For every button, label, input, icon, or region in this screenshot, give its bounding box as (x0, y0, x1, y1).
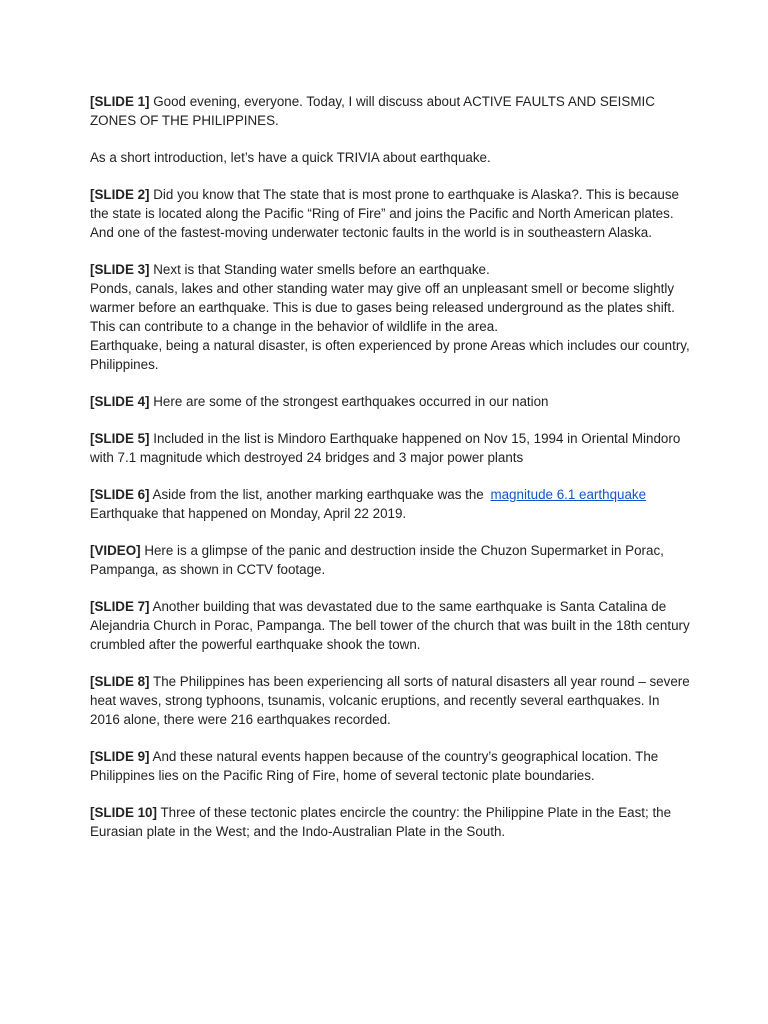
paragraph-slide-3 (90, 260, 690, 279)
paragraph-slide-4 (90, 392, 690, 411)
paragraph-slide-7 (90, 597, 690, 654)
slide-tag: [SLIDE 9] (90, 749, 150, 764)
paragraph-text: Aside from the list, another marking earthquake was the (149, 487, 488, 502)
paragraph-text: Did you know that The state that is most prone to earthquake is Alaska?. This is because the state is located along the Pacific “Ring of Fire” and joins the Pacific and North American plates. And one of the fastest-moving underwater tectonic faults in the world is in southeastern Alaska. (90, 187, 680, 240)
paragraph-text: Ponds, canals, lakes and other standing water may give off an unpleasant smell or become slightly warmer before an earthquake. This is due to gases being released underground as the plates shift. This can contribute to a change in the behavior of wildlife in the area. (90, 281, 675, 334)
paragraph-slide-2 (90, 185, 690, 242)
paragraph-intro (90, 148, 690, 167)
paragraph-text: The Philippines has been experiencing all sorts of natural disasters all year round – severe heat waves, strong typhoons, tsunamis, volcanic eruptions, and recently several earthquakes. In 2016 alone, there were 216 earthquakes recorded. (90, 674, 690, 727)
paragraph-slide-10 (90, 803, 690, 841)
paragraph-text: Good evening, everyone. Today, I will discuss about ACTIVE FAULTS AND SEISMIC ZONES OF THE PHILIPPINES. (90, 94, 655, 128)
slide-tag: [SLIDE 1] (90, 94, 150, 109)
earthquake-link[interactable]: magnitude 6.1 earthquake (490, 487, 647, 502)
paragraph-text: As a short introduction, let’s have a quick TRIVIA about earthquake. (90, 150, 491, 165)
paragraph-text: Next is that Standing water smells before an earthquake. (149, 262, 490, 277)
slide-tag: [SLIDE 4] (90, 394, 150, 409)
paragraph-text: Here are some of the strongest earthquakes occurred in our nation (149, 394, 549, 409)
slide-tag: [VIDEO] (90, 543, 141, 558)
paragraph-slide-8 (90, 672, 690, 729)
slide-tag: [SLIDE 10] (90, 805, 157, 820)
slide-tag: [SLIDE 7] (90, 599, 150, 614)
paragraph-slide-9 (90, 747, 690, 785)
paragraph-text: Three of these tectonic plates encircle the country: the Philippine Plate in the East; the Eurasian plate in the West; and the Indo-Australian Plate in the South. (90, 805, 672, 839)
paragraph-natural-disaster (90, 336, 690, 374)
paragraph-slide-6 (90, 485, 690, 523)
slide-tag: [SLIDE 8] (90, 674, 150, 689)
paragraph-standing-water (90, 279, 690, 336)
paragraph-text: Here is a glimpse of the panic and destruction inside the Chuzon Supermarket in Porac, Pampanga, as shown in CCTV footage. (90, 543, 664, 577)
slide-tag: [SLIDE 6] (90, 487, 150, 502)
paragraph-text: Included in the list is Mindoro Earthquake happened on Nov 15, 1994 in Oriental Mindoro with 7.1 magnitude which destroyed 24 bridges and 3 major power plants (90, 431, 681, 465)
document-body (90, 92, 690, 859)
paragraph-text: And these natural events happen because of the country’s geographical location. The Philippines lies on the Pacific Ring of Fire, home of several tectonic plate boundaries. (90, 749, 659, 783)
slide-tag: [SLIDE 5] (90, 431, 150, 446)
paragraph-slide-5 (90, 429, 690, 467)
paragraph-text: Another building that was devastated due to the same earthquake is Santa Catalina de Alejandria Church in Porac, Pampanga. The bell tower of the church that was built in the 18th century crumbled after the powerful earthquake shook the town. (90, 599, 690, 652)
slide-tag: [SLIDE 3] (90, 262, 150, 277)
slide-tag: [SLIDE 2] (90, 187, 150, 202)
paragraph-slide-1 (90, 92, 690, 130)
paragraph-text: Earthquake that happened on Monday, April 22 2019. (90, 506, 407, 521)
paragraph-text: Earthquake, being a natural disaster, is often experienced by prone Areas which includes our country, Philippines. (90, 338, 690, 372)
paragraph-video (90, 541, 690, 579)
